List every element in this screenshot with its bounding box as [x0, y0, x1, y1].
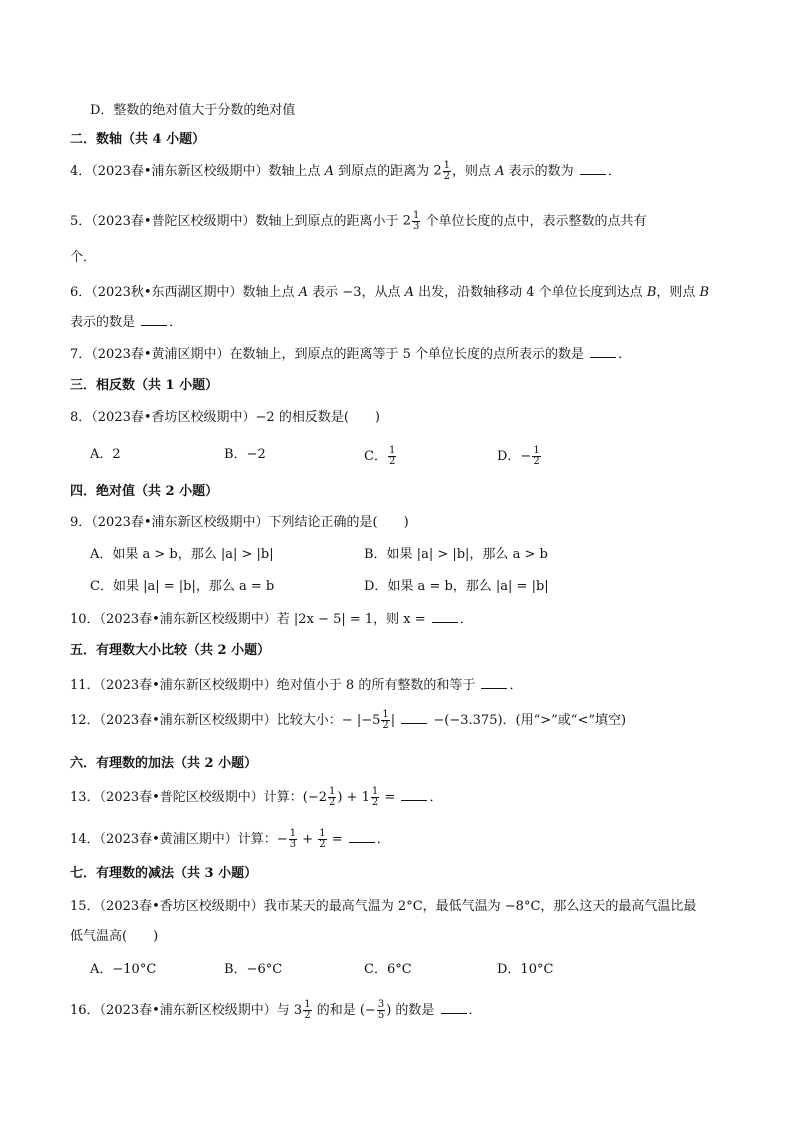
question-13 [70, 787, 442, 808]
answer-blank[interactable] [141, 313, 167, 326]
q15-option-b[interactable] [224, 961, 282, 979]
answer-blank[interactable] [432, 610, 458, 623]
fraction [289, 829, 297, 850]
numerator: 1 [304, 999, 311, 1010]
q9-option-c[interactable] [90, 578, 274, 596]
q9-option-b[interactable] [364, 546, 548, 564]
numerator: 1 [412, 210, 420, 221]
q4-text: ，则点 [451, 164, 496, 179]
q15-option-d[interactable] [497, 961, 553, 979]
var-a: A [404, 285, 414, 300]
question-6-cont [70, 313, 182, 332]
q15-option-c[interactable] [364, 961, 412, 979]
numerator: 1 [533, 445, 540, 456]
option-text: D．整数的绝对值大于分数的绝对值 [90, 103, 296, 118]
question-10 [70, 610, 473, 629]
denominator: 2 [443, 171, 450, 182]
question-15-cont [70, 928, 158, 946]
option-text: A．2 [90, 447, 121, 462]
option-d-previous [90, 102, 295, 120]
q9-option-a[interactable] [90, 546, 274, 564]
section-heading-7 [70, 865, 257, 883]
q14-text: 14．（2023春•黄浦区期中）计算：− [70, 832, 288, 847]
q15-text: 15．（2023春•香坊区校级期中）我市某天的最高气温为 2°C，最低气温为 −8°C，那么这天的最高气温比最 [70, 899, 697, 914]
var-b: B [699, 285, 710, 300]
fraction [328, 787, 336, 808]
numerator: 3 [377, 999, 385, 1010]
q6-text: 出发，沿数轴移动 4 个单位长度到达点 [414, 285, 647, 300]
q4-text: 4．（2023春•浦东新区校级期中）数轴上点 [70, 164, 325, 179]
question-14 [70, 829, 390, 850]
question-5 [70, 211, 646, 232]
denominator: 5 [377, 1010, 385, 1021]
question-9 [70, 514, 409, 532]
period: ． [459, 612, 473, 627]
q6-text: 表示的数是 [70, 315, 140, 330]
question-12 [70, 710, 626, 731]
option-text: C．6°C [364, 962, 412, 977]
question-7 [70, 345, 631, 364]
q15-option-a[interactable] [90, 961, 156, 979]
fraction [388, 446, 396, 467]
question-8 [70, 409, 380, 427]
answer-blank[interactable] [441, 1001, 467, 1014]
denominator: 3 [412, 221, 420, 232]
section-heading-5 [70, 642, 270, 660]
denominator: 2 [533, 456, 540, 467]
denominator: 2 [304, 1010, 311, 1021]
fraction [303, 1000, 311, 1021]
section-heading-4 [70, 483, 218, 501]
question-5-cont [70, 249, 96, 267]
heading-text: 二．数轴（共 4 小题） [70, 132, 206, 147]
q7-text: 7．（2023春•黄浦区期中）在数轴上，到原点的距离等于 5 个单位长度的点所表示的数是 [70, 347, 589, 362]
q5-text: 5．（2023春•普陀区校级期中）数轴上到原点的距离小于 [70, 214, 403, 229]
q6-text: ，则点 [656, 285, 700, 300]
fraction [371, 787, 379, 808]
q14-text: = [327, 832, 347, 847]
question-11 [70, 676, 522, 695]
period: ． [607, 164, 621, 179]
q8-option-a[interactable] [90, 446, 121, 464]
answer-blank[interactable] [481, 676, 507, 689]
answer-blank[interactable] [401, 788, 427, 801]
q16-text: 的和是 (− [312, 1003, 376, 1018]
q4-text: 到原点的距离为 [334, 164, 434, 179]
period: ． [468, 1003, 482, 1018]
mixed-number [403, 211, 422, 232]
q15-text: 低气温高( ) [70, 929, 159, 944]
option-text: B．如果 |a| > |b|，那么 a > b [364, 547, 548, 562]
q13-text: ) + 1 [337, 790, 370, 805]
fraction [532, 446, 540, 467]
section-heading-6 [70, 755, 257, 773]
heading-text: 七．有理数的减法（共 3 小题） [70, 866, 258, 881]
numerator: 1 [382, 709, 389, 720]
question-6 [70, 284, 709, 302]
fraction [412, 211, 420, 232]
q6-text: 6．（2023秋•东西湖区期中）数轴上点 [70, 285, 299, 300]
var-a: A [324, 164, 335, 179]
q14-text: + [298, 832, 318, 847]
numerator: 1 [443, 160, 450, 171]
q13-text: = [380, 790, 400, 805]
q6-text: 表示 −3，从点 [308, 285, 405, 300]
var-a: A [298, 285, 309, 300]
mixed-number [433, 161, 452, 182]
q16-text: 16．（2023春•浦东新区校级期中）与 3 [70, 1003, 303, 1018]
answer-blank[interactable] [590, 345, 616, 358]
period: ． [509, 678, 523, 693]
q13-text: 13．（2023春•普陀区校级期中）计算：(−2 [70, 790, 328, 805]
answer-blank[interactable] [580, 162, 606, 175]
numerator: 1 [319, 828, 326, 839]
q12-text: 12．（2023春•浦东新区校级期中）比较大小：− |−5 [70, 713, 381, 728]
q8-option-b[interactable] [224, 446, 266, 464]
period: ． [618, 347, 632, 362]
numerator: 1 [289, 828, 297, 839]
fraction [381, 710, 389, 731]
denominator: 2 [382, 720, 389, 731]
denominator: 2 [371, 797, 379, 808]
whole: 2 [433, 163, 442, 179]
fraction [443, 161, 451, 182]
question-16 [70, 1000, 482, 1021]
denominator: 3 [289, 839, 297, 850]
period: ． [429, 790, 443, 805]
numerator: 1 [388, 445, 396, 456]
heading-text: 五．有理数大小比较（共 2 小题） [70, 643, 271, 658]
answer-blank[interactable] [349, 830, 375, 843]
heading-text: 六．有理数的加法（共 2 小题） [70, 756, 258, 771]
q9-option-d[interactable] [364, 578, 549, 596]
option-text: D．− [497, 449, 532, 464]
var-b: B [646, 285, 657, 300]
fraction [318, 829, 326, 850]
var-a: A [495, 164, 505, 179]
q8-option-d[interactable] [497, 446, 542, 467]
option-text: A．−10°C [90, 962, 157, 977]
denominator: 2 [319, 839, 326, 850]
q12-text: −(−3.375)．(用“>”或“<”填空) [429, 713, 627, 728]
option-text: C．如果 |a| = |b|，那么 a = b [90, 579, 275, 594]
period: ． [376, 832, 390, 847]
question-15 [70, 898, 696, 916]
option-text: A．如果 a > b，那么 |a| > |b| [90, 547, 274, 562]
option-text: D．如果 a = b，那么 |a| = |b| [364, 579, 549, 594]
heading-text: 三．相反数（共 1 小题） [70, 378, 219, 393]
q12-text: | [390, 713, 400, 728]
period: ． [169, 315, 183, 330]
section-heading-3 [70, 377, 218, 395]
option-text: B．−6°C [224, 962, 283, 977]
q10-text: 10．（2023春•浦东新区校级期中）若 |2x − 5| = 1，则 x = [70, 612, 430, 627]
q8-option-c[interactable] [364, 446, 397, 467]
q8-text: 8．（2023春•香坊区校级期中）−2 的相反数是( ) [70, 410, 380, 425]
option-text: B．−2 [224, 447, 266, 462]
section-heading-2 [70, 131, 205, 149]
answer-blank[interactable] [401, 711, 427, 724]
option-text: C． [364, 449, 387, 464]
q16-text: ) 的数是 [386, 1003, 439, 1018]
q11-text: 11．（2023春•浦东新区校级期中）绝对值小于 8 的所有整数的和等于 [70, 678, 480, 693]
fraction [377, 1000, 385, 1021]
q4-text: 表示的数为 [504, 164, 578, 179]
option-text: D．10°C [497, 962, 554, 977]
question-4 [70, 161, 621, 182]
numerator: 1 [371, 786, 379, 797]
denominator: 2 [388, 456, 396, 467]
denominator: 2 [329, 797, 336, 808]
whole: 2 [402, 213, 411, 229]
numerator: 1 [329, 786, 336, 797]
q5-text: 个单位长度的点中，表示整数的点共有 [421, 214, 647, 229]
heading-text: 四．绝对值（共 2 小题） [70, 484, 219, 499]
q9-text: 9．（2023春•浦东新区校级期中）下列结论正确的是( ) [70, 515, 409, 530]
q5-text: 个． [70, 250, 97, 265]
